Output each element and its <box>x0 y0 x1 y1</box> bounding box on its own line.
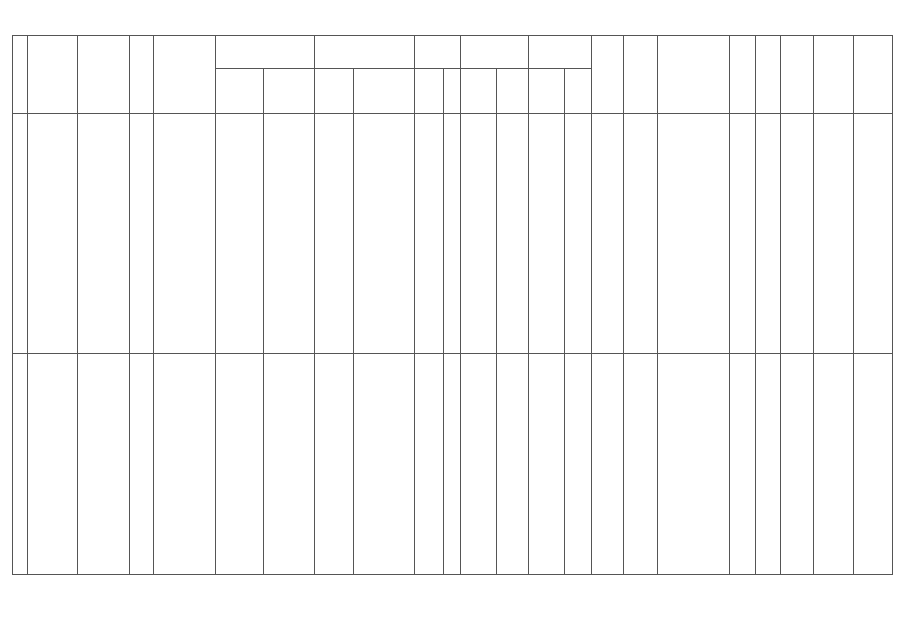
header-sub-13 <box>497 69 529 114</box>
cell <box>315 114 354 354</box>
cell <box>28 114 78 354</box>
header-group-3 <box>415 36 461 69</box>
cell <box>730 354 756 575</box>
header-sub-15 <box>565 69 592 114</box>
header-group-4 <box>461 36 529 69</box>
cell <box>315 354 354 575</box>
cell <box>354 114 415 354</box>
cell <box>415 354 444 575</box>
cell <box>28 354 78 575</box>
cell <box>154 114 216 354</box>
header-sub-12 <box>461 69 497 114</box>
cell <box>781 354 814 575</box>
cell <box>565 354 592 575</box>
cell <box>461 354 497 575</box>
cell <box>814 114 854 354</box>
header-group-5 <box>529 36 592 69</box>
cell <box>814 354 854 575</box>
cell <box>565 114 592 354</box>
cell <box>730 114 756 354</box>
cell <box>624 354 658 575</box>
header-group-2 <box>315 36 415 69</box>
header-cell-2 <box>28 36 78 114</box>
cell <box>354 354 415 575</box>
cell <box>756 114 781 354</box>
header-cell-5 <box>154 36 216 114</box>
cell <box>756 354 781 575</box>
header-sub-11 <box>444 69 461 114</box>
cell <box>444 114 461 354</box>
cell <box>624 114 658 354</box>
header-cell-4 <box>130 36 154 114</box>
cell <box>415 114 444 354</box>
cell <box>658 114 730 354</box>
header-cell-21 <box>781 36 814 114</box>
header-cell-1 <box>13 36 28 114</box>
cell <box>781 114 814 354</box>
cell <box>78 114 130 354</box>
cell <box>461 114 497 354</box>
cell <box>497 354 529 575</box>
cell <box>854 114 893 354</box>
cell <box>216 114 264 354</box>
cell <box>130 354 154 575</box>
header-cell-16 <box>592 36 624 114</box>
header-cell-17 <box>624 36 658 114</box>
header-cell-18 <box>658 36 730 114</box>
cell <box>154 354 216 575</box>
header-cell-19 <box>730 36 756 114</box>
header-cell-3 <box>78 36 130 114</box>
cell <box>854 354 893 575</box>
header-cell-22 <box>814 36 854 114</box>
header-sub-6 <box>216 69 264 114</box>
cell <box>264 354 315 575</box>
cell <box>78 354 130 575</box>
registry-table <box>12 35 893 575</box>
header-group-1 <box>216 36 315 69</box>
header-sub-7 <box>264 69 315 114</box>
cell <box>444 354 461 575</box>
cell <box>264 114 315 354</box>
cell <box>13 354 28 575</box>
cell <box>529 354 565 575</box>
table-row <box>13 354 893 575</box>
cell <box>529 114 565 354</box>
header-row-top <box>13 36 893 69</box>
cell <box>216 354 264 575</box>
cell <box>497 114 529 354</box>
header-sub-14 <box>529 69 565 114</box>
cell <box>592 114 624 354</box>
header-sub-8 <box>315 69 354 114</box>
header-cell-23 <box>854 36 893 114</box>
cell <box>658 354 730 575</box>
header-sub-10 <box>415 69 444 114</box>
table-row <box>13 114 893 354</box>
header-cell-20 <box>756 36 781 114</box>
cell <box>592 354 624 575</box>
header-sub-9 <box>354 69 415 114</box>
cell <box>13 114 28 354</box>
cell <box>130 114 154 354</box>
